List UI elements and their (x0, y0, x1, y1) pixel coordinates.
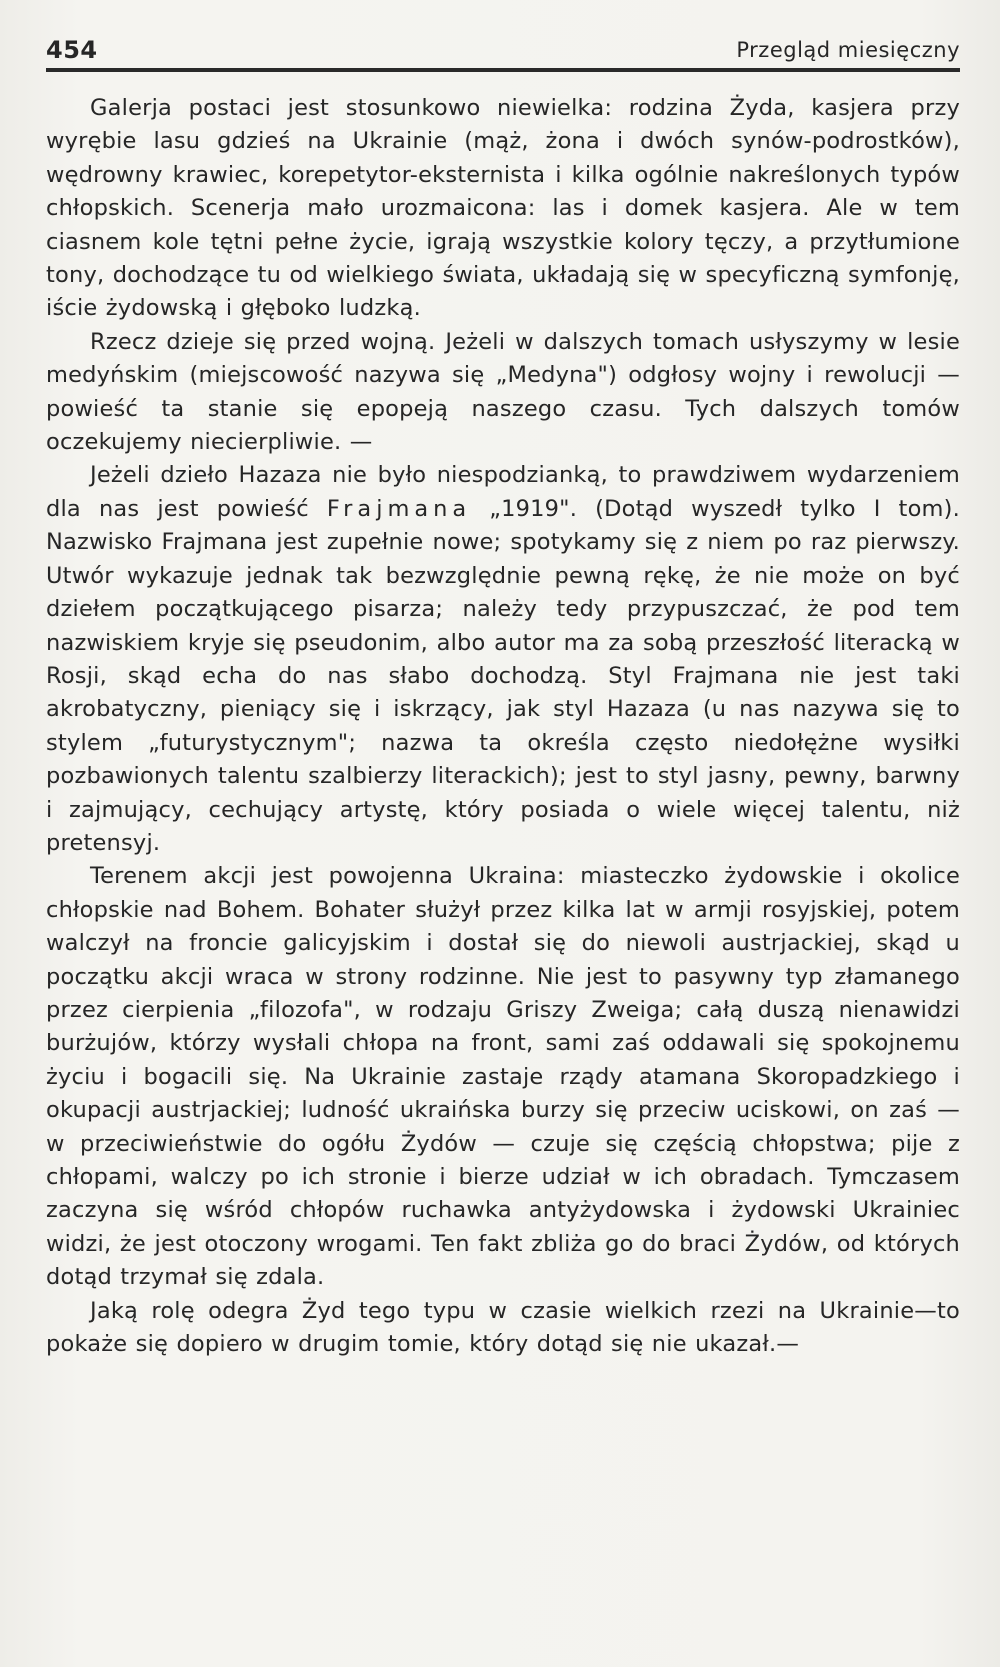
body-text (46, 92, 960, 1361)
paragraph: Terenem akcji jest powojenna Ukraina: miasteczko żydowskie i okolice chłopskie nad Bohem. Bohater służył przez kilka lat w armji rosyjskiej, potem walczył na froncie galicyjskim i dostał się do niewoli austrjackiej, skąd u początku akcji wraca w strony rodzinne. Nie jest to pasywny typ złamanego przez cierpienia „filozofa", w rodzaju Griszy Zweiga; całą duszą nienawidzi burżujów, którzy wysłali chłopa na front, sami zaś oddawali się spokojnemu życiu i bogacili się. Na Ukrainie zastaje rządy atamana Skoropadzkiego i okupacji austrjackiej; ludność ukraińska burzy się przeciw uciskowi, on zaś — w przeciwieństwie do ogółu Żydów — czuje się częścią chłopstwa; pije z chłopami, walczy po ich stronie i bierze udział w ich obradach. Tymczasem zaczyna się wśród chłopów ruchawka antyżydowska i żydowski Ukrainiec widzi, że jest otoczony wrogami. Ten fakt zbliża go do braci Żydów, od których dotąd trzymał się zdala. (46, 863, 960, 1291)
author-name-spaced: Frajmana (326, 495, 472, 522)
paragraph: Rzecz dzieje się przed wojną. Jeżeli w dalszych tomach usłyszymy w lesie medyńskim (miejscowość nazywa się „Medyna") odgłosy wojny i rewolucji — powieść ta stanie się epopeją naszego czasu. Tych dalszych tomów oczekujemy niecierpliwie. — (46, 328, 960, 456)
running-head: Przegląd miesięczny (736, 38, 960, 62)
paragraph: Jaką rolę odegra Żyd tego typu w czasie wielkich rzezi na Ukrainie—to pokaże się dopiero w drugim tomie, który dotąd się nie ukazał.— (46, 1297, 960, 1358)
page-number: 454 (46, 36, 98, 64)
header-rule (46, 68, 960, 72)
paragraph-text: „1919". (Dotąd wyszedł tylko I tom). Nazwisko Frajmana jest zupełnie nowe; spotykamy się z niem po raz pierwszy. Utwór wykazuje jednak tak bezwzględnie pewną rękę, że nie może on być dziełem początkującego pisarza; należy tedy przypuszczać, że pod tem nazwiskiem kryje się pseudonim, albo autor ma za sobą przeszłość literacką w Rosji, skąd echa do nas słabo dochodzą. Styl Frajmana nie jest taki akrobatyczny, pieniący się i iskrzący, jak styl Hazaza (u nas nazywa się to stylem „futurystycznym"; nazwa ta określa często niedołężne wysiłki pozbawionych talentu szalbierzy literackich); jest to styl jasny, pewny, barwny i zajmujący, cechujący artystę, który posiada o wiele więcej talentu, niż pretensyj. (46, 495, 960, 856)
paragraph (46, 459, 960, 860)
paragraph: Galerja postaci jest stosunkowo niewielka: rodzina Żyda, kasjera przy wyrębie lasu gdzieś na Ukrainie (mąż, żona i dwóch synów-podrostków), wędrowny krawiec, korepetytor-eksternista i kilka ogólnie nakreślonych typów chłopskich. Scenerja mało urozmaicona: las i domek kasjera. Ale w tem ciasnem kole tętni pełne życie, igrają wszystkie kolory tęczy, a przytłumione tony, dochodzące tu od wielkiego świata, układają się w specyficzną symfonję, iście żydowską i głęboko ludzką. (46, 95, 960, 322)
paragraph-text: Jeżeli dzieło Hazaza nie było niespodzianką, to prawdziwem wydarzeniem dla nas jest powieść (46, 462, 960, 522)
